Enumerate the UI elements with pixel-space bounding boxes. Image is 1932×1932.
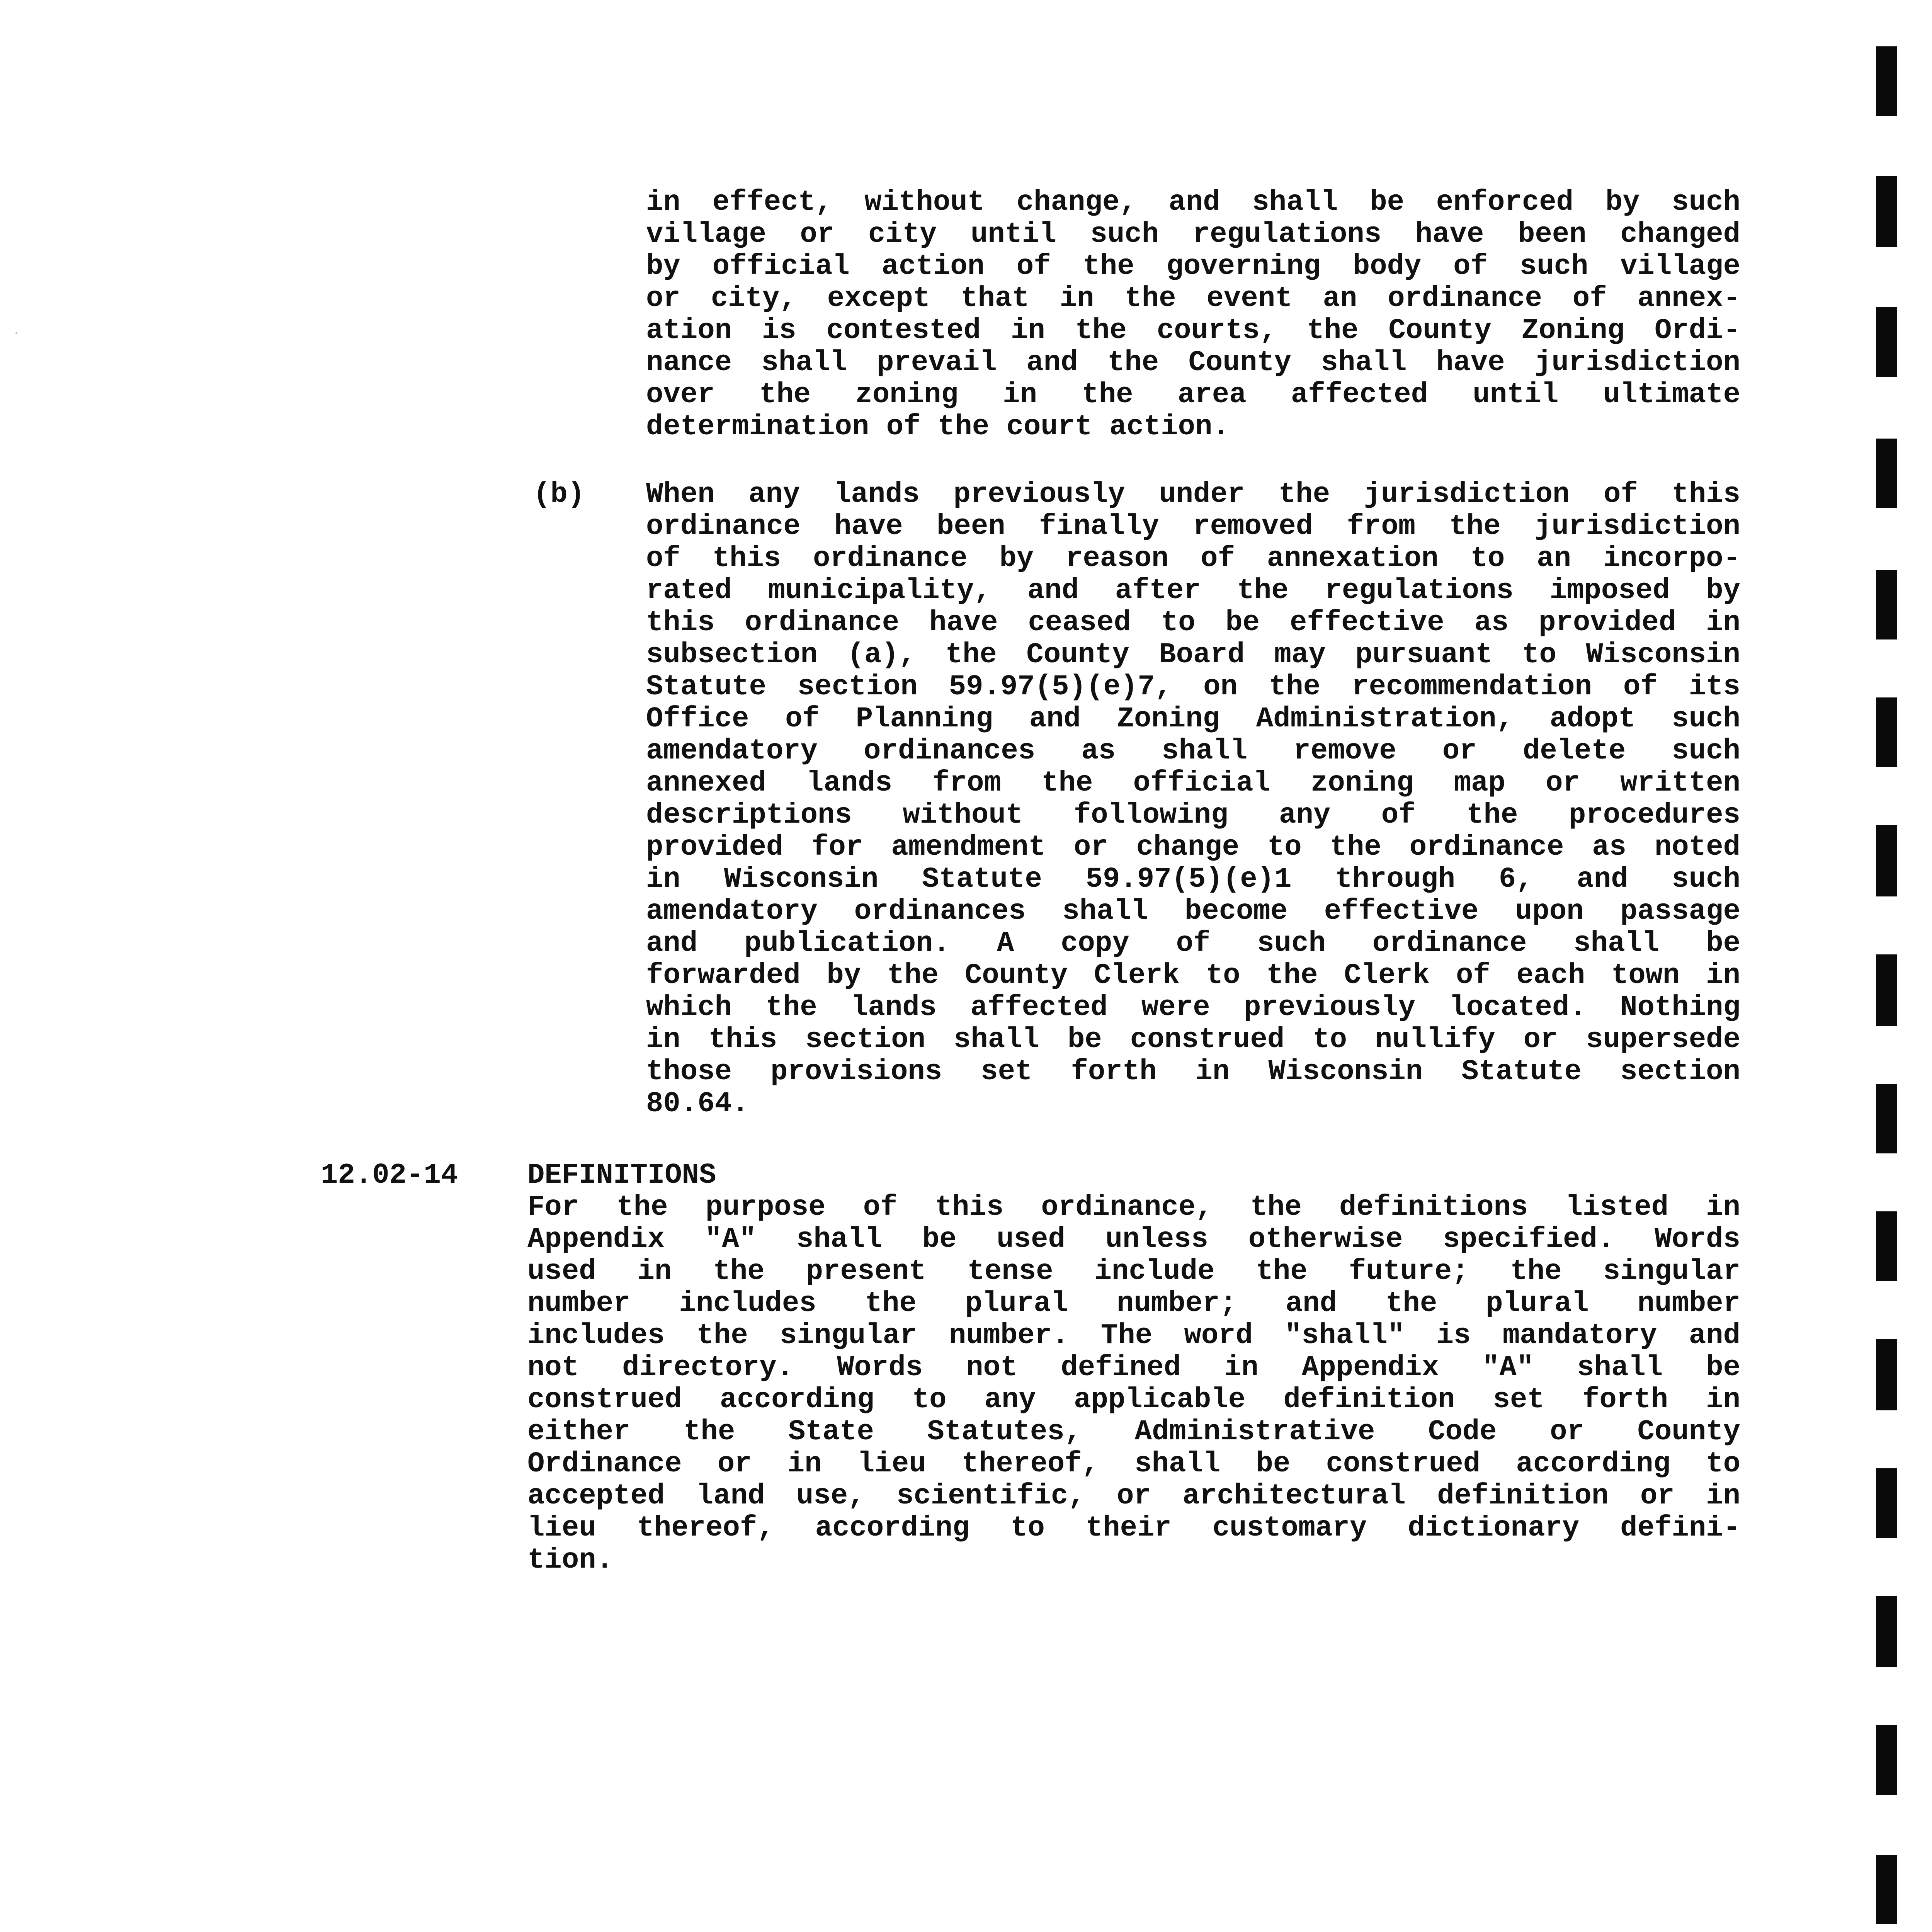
text-line: in Wisconsin Statute 59.97(5)(e)1 through 6, and such [646,863,1740,896]
binding-mark [1876,307,1897,377]
scan-speck [15,332,17,334]
text-line: in this section shall be construed to nullify or supersede [646,1024,1740,1056]
text-line: ordinance have been finally removed from the jurisdiction [646,510,1740,543]
text-line: Ordinance or in lieu thereof, shall be construed according to [527,1448,1740,1480]
text-line: village or city until such regulations have been changed [646,218,1740,251]
text-line: descriptions without following any of the procedures [646,799,1740,832]
text-line: lieu thereof, according to their customary dictionary defini- [527,1512,1740,1544]
text-line: nance shall prevail and the County shall have jurisdiction [646,347,1740,379]
text-line: annexed lands from the official zoning map or written [646,767,1740,799]
text-line: not directory. Words not defined in Appendix "A" shall be [527,1352,1740,1384]
binding-mark [1876,1084,1897,1153]
text-line: of this ordinance by reason of annexation to an incorpo- [646,543,1740,575]
binding-mark [1876,1468,1897,1538]
text-line: which the lands affected were previously located. Nothing [646,992,1740,1024]
text-line: and publication. A copy of such ordinance shall be [646,927,1740,960]
binding-mark [1876,176,1897,247]
binding-mark [1876,46,1897,116]
text-line: amendatory ordinances shall become effective upon passage [646,895,1740,928]
text-line: determination of the court action. [646,411,1230,443]
text-line: in effect, without change, and shall be enforced by such [646,186,1740,219]
text-line: used in the present tense include the future; the singular [527,1255,1740,1288]
text-line: by official action of the governing body of such village [646,250,1740,283]
section-number: 12.02-14 [321,1159,458,1192]
text-line: over the zoning in the area affected until ultimate [646,379,1740,411]
binding-mark [1876,1855,1897,1924]
text-line: tion. [527,1544,614,1577]
text-line: rated municipality, and after the regulations imposed by [646,575,1740,607]
binding-mark [1876,1211,1897,1281]
binding-mark [1876,1339,1897,1410]
text-line: either the State Statutes, Administrative Code or County [527,1416,1740,1448]
text-line: Office of Planning and Zoning Administration, adopt such [646,703,1740,735]
binding-mark [1876,439,1897,508]
text-line: Statute section 59.97(5)(e)7, on the recommendation of its [646,671,1740,703]
text-line: forwarded by the County Clerk to the Clerk of each town in [646,959,1740,992]
section-title: DEFINITIONS [527,1159,716,1192]
text-line: accepted land use, scientific, or architectural definition or in [527,1480,1740,1512]
text-line: For the purpose of this ordinance, the definitions listed in [527,1191,1740,1224]
subsection-marker-b: (b) [533,478,585,511]
text-line: 80.64. [646,1088,749,1120]
text-line: subsection (a), the County Board may pursuant to Wisconsin [646,639,1740,671]
binding-mark [1876,1596,1897,1667]
text-line: includes the singular number. The word "shall" is mandatory and [527,1320,1740,1352]
binding-mark [1876,954,1897,1026]
binding-mark [1876,697,1897,767]
text-line: construed according to any applicable definition set forth in [527,1384,1740,1416]
text-line: ation is contested in the courts, the County Zoning Ordi- [646,315,1740,347]
text-line: amendatory ordinances as shall remove or delete such [646,735,1740,767]
text-line: Appendix "A" shall be used unless otherwise specified. Words [527,1223,1740,1256]
text-line: When any lands previously under the jurisdiction of this [646,478,1740,511]
binding-mark [1876,570,1897,639]
text-line: or city, except that in the event an ordinance of annex- [646,282,1740,315]
text-line: number includes the plural number; and the plural number [527,1287,1740,1320]
text-line: those provisions set forth in Wisconsin Statute section [646,1056,1740,1088]
binding-mark [1876,825,1897,896]
binding-mark [1876,1725,1897,1795]
text-line: this ordinance have ceased to be effective as provided in [646,607,1740,639]
text-line: provided for amendment or change to the ordinance as noted [646,831,1740,864]
